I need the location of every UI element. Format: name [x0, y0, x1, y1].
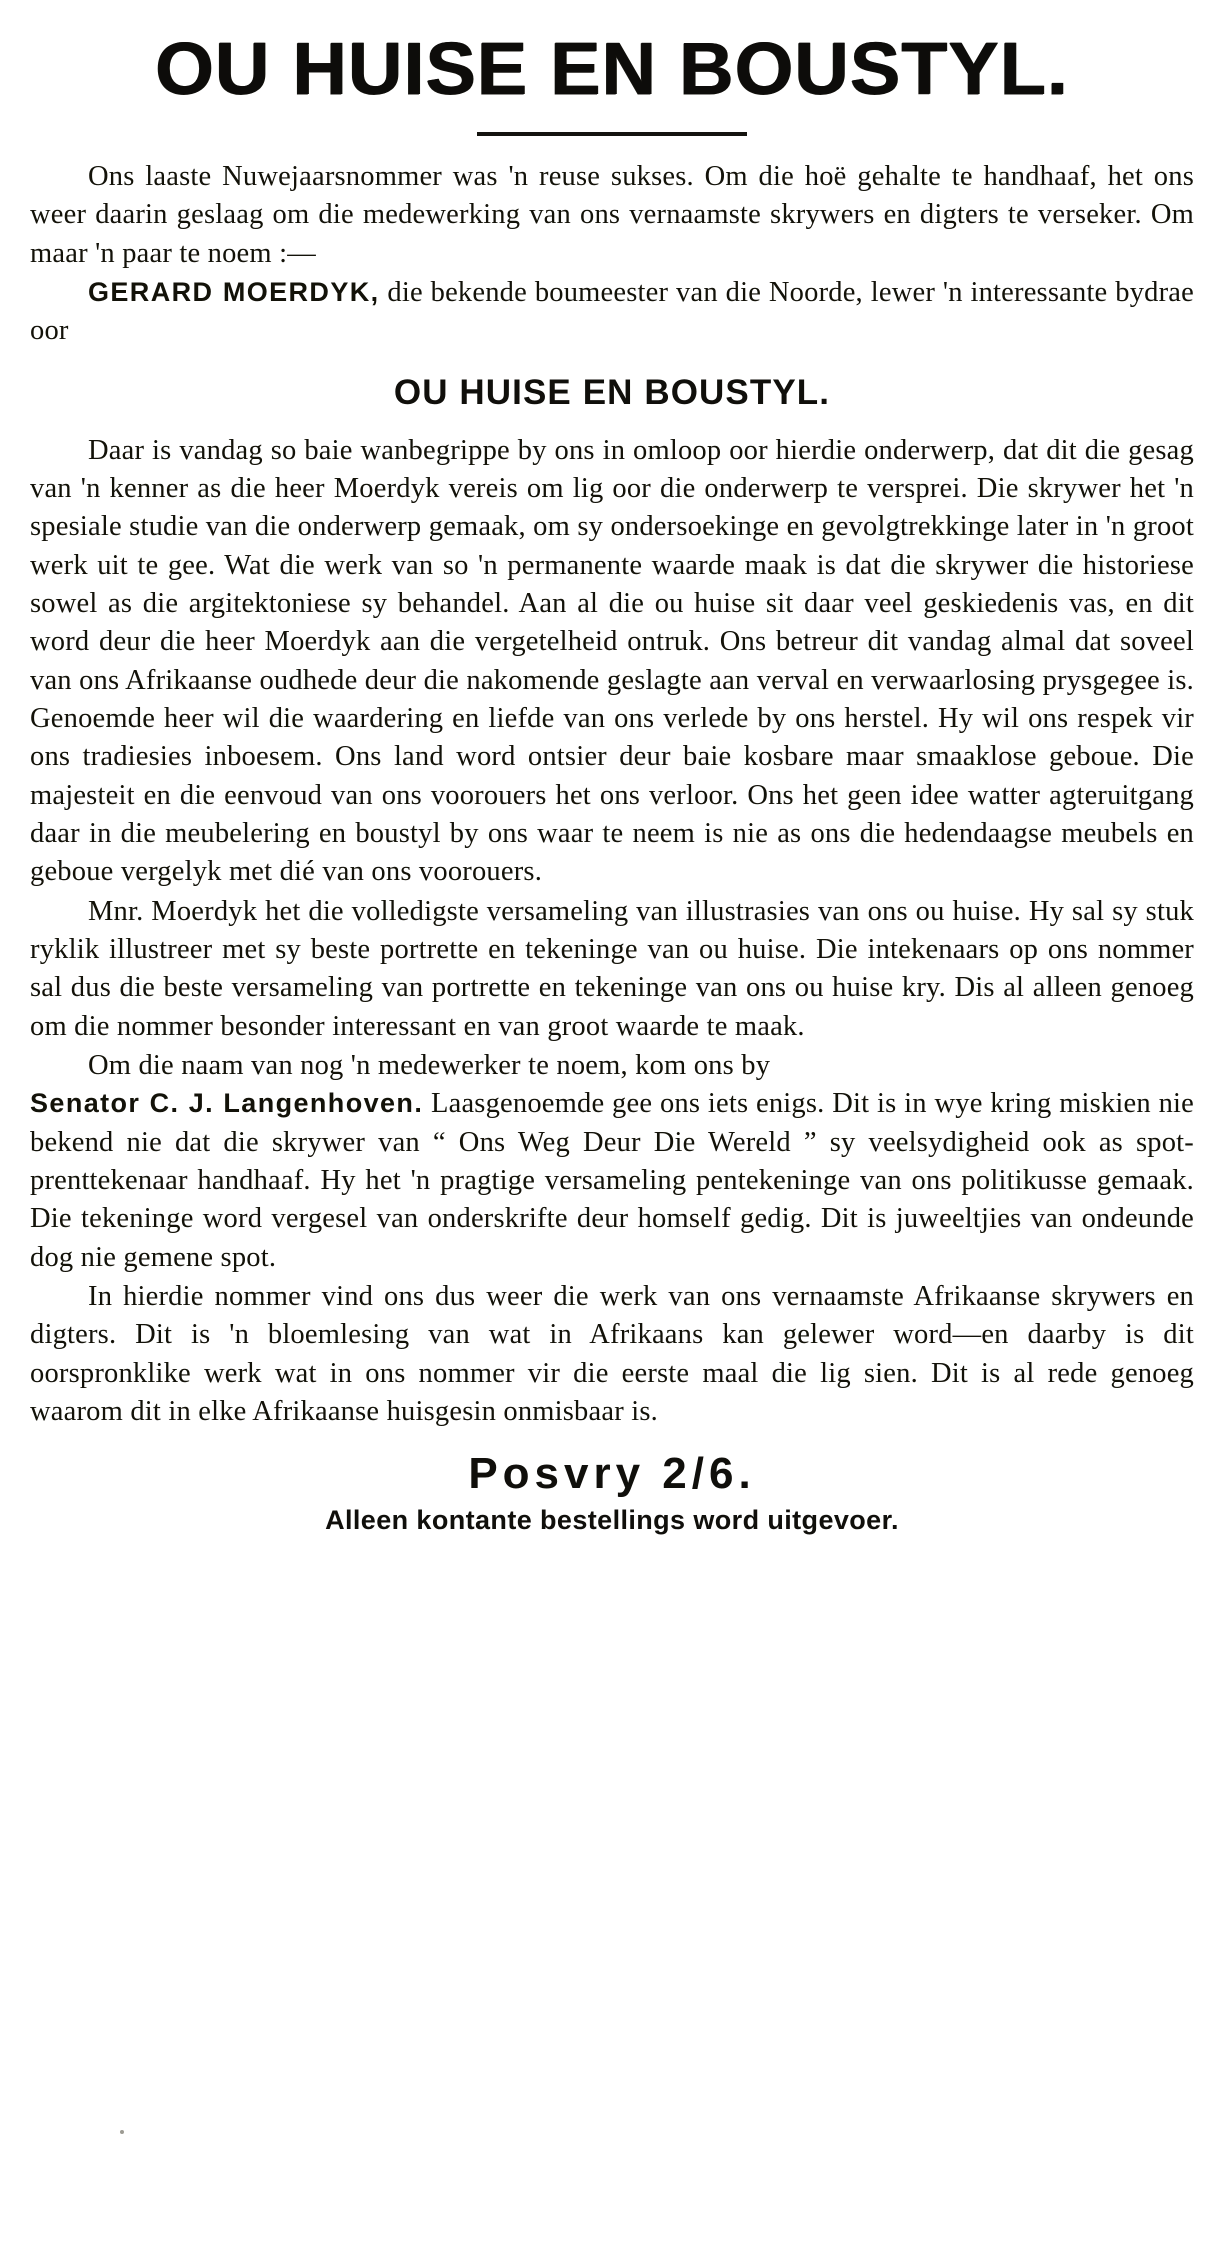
footer-note: Alleen kontante bestellings word uitgevoer. [325, 1505, 899, 1536]
price-line: Posvry 2/6. [468, 1449, 756, 1499]
contributor-two-name: Senator C. J. Langenhoven. [30, 1088, 424, 1119]
contributor-two-description: Laasgenoemde gee ons iets enigs. Dit is in wye kring miskien nie bekend nie dat die skrywer van “ Ons Weg Deur Die Wereld ” sy veelsydigheid ook as spot-prenttekenaar handhaaf. Hy het 'n pragtige versameling pentekeninge van ons politikusse gemaak. Die tekeninge word vergesel van onderskrifte deur homself gedig. Dit is juweeltjies van ondeunde dog nie gemene spot. [30, 1088, 1195, 1273]
paragraph-four-lead: Om die naam van nog 'n medewerker te noem, kom ons by [88, 1049, 771, 1081]
paragraph-three: Mnr. Moerdyk het die volledigste versameling van illustrasies van ons ou huise. Hy sal sy stuk ryklik illustreer met sy beste portrette en tekeninge van ou huise. Die intekenaars op ons nommer sal dus die beste versameling van portrette en tekeninge van ons ou huise kry. Dis al alleen genoeg om die nommer besonder interessant en van groot waarde te maak. [30, 895, 1194, 1042]
scan-artifact-dot [120, 2130, 124, 2134]
contributor-one-name: GERARD MOERDYK, [88, 276, 380, 307]
contributor-one-description: die bekende boumeester van die Noorde, lewer 'n interessante bydrae oor [30, 276, 1194, 347]
intro-paragraph: Ons laaste Nuwejaarsnommer was 'n reuse sukses. Om die hoë gehalte te handhaaf, het ons weer daarin geslaag om die medewerking van ons vernaamste skrywers en digters te verseker. Om maar 'n paar te noem :— [30, 161, 1194, 269]
page-title: OU HUISE EN BOUSTYL. [155, 27, 1069, 110]
paragraph-four [30, 1047, 1194, 1277]
article-subheading: OU HUISE EN BOUSTYL. [393, 372, 831, 412]
horizontal-divider [477, 132, 747, 136]
contributor-one-paragraph [30, 274, 1194, 351]
paragraph-two: Daar is vandag so baie wanbegrippe by ons in omloop oor hierdie onderwerp, dat dit die gesag van 'n kenner as die heer Moerdyk vereis om lig oor die onderwerp te versprei. Die skrywer het 'n spesiale studie van die onderwerp gemaak, om sy ondersoekinge en gevolgtrekkinge later in 'n groot werk uit te gee. Wat die werk van so 'n permanente waarde maak is dat die skrywer die historiese sowel as die argitektoniese sy behandel. Aan al die ou huise sit daar veel geskiedenis vas, en dit word deur die heer Moerdyk aan die vergetelheid ontruk. Ons betreur dit vandag almal dat soveel van ons Afrikaanse oudhede deur die nakomende geslagte aan verval en verwaarlosing prysgegee is. Genoemde heer wil die waardering en liefde van ons verlede by ons herstel. Hy wil ons respek vir ons tradiesies inboesem. Ons land word ontsier deur baie kosbare maar smaaklose geboue. Die majesteit en die eenvoud van ons voorouers het ons verloor. Ons het geen idee watter agteruitgang daar in die meubelering en boustyl by ons waar te neem is nie as ons die hedendaagse meubels en geboue vergelyk met dié van ons voorouers. [30, 434, 1194, 888]
paragraph-five: In hierdie nommer vind ons dus weer die werk van ons vernaamste Afrikaanse skrywers en digters. Dit is 'n bloemlesing van wat in Afrikaans kan gelewer word—en daarby is dit oorspronklike werk wat in ons nommer vir die eerste maal die lig sien. Dit is al rede genoeg waarom dit in elke Afrikaanse huisgesin onmisbaar is. [30, 1280, 1194, 1427]
article-body [30, 158, 1194, 1431]
